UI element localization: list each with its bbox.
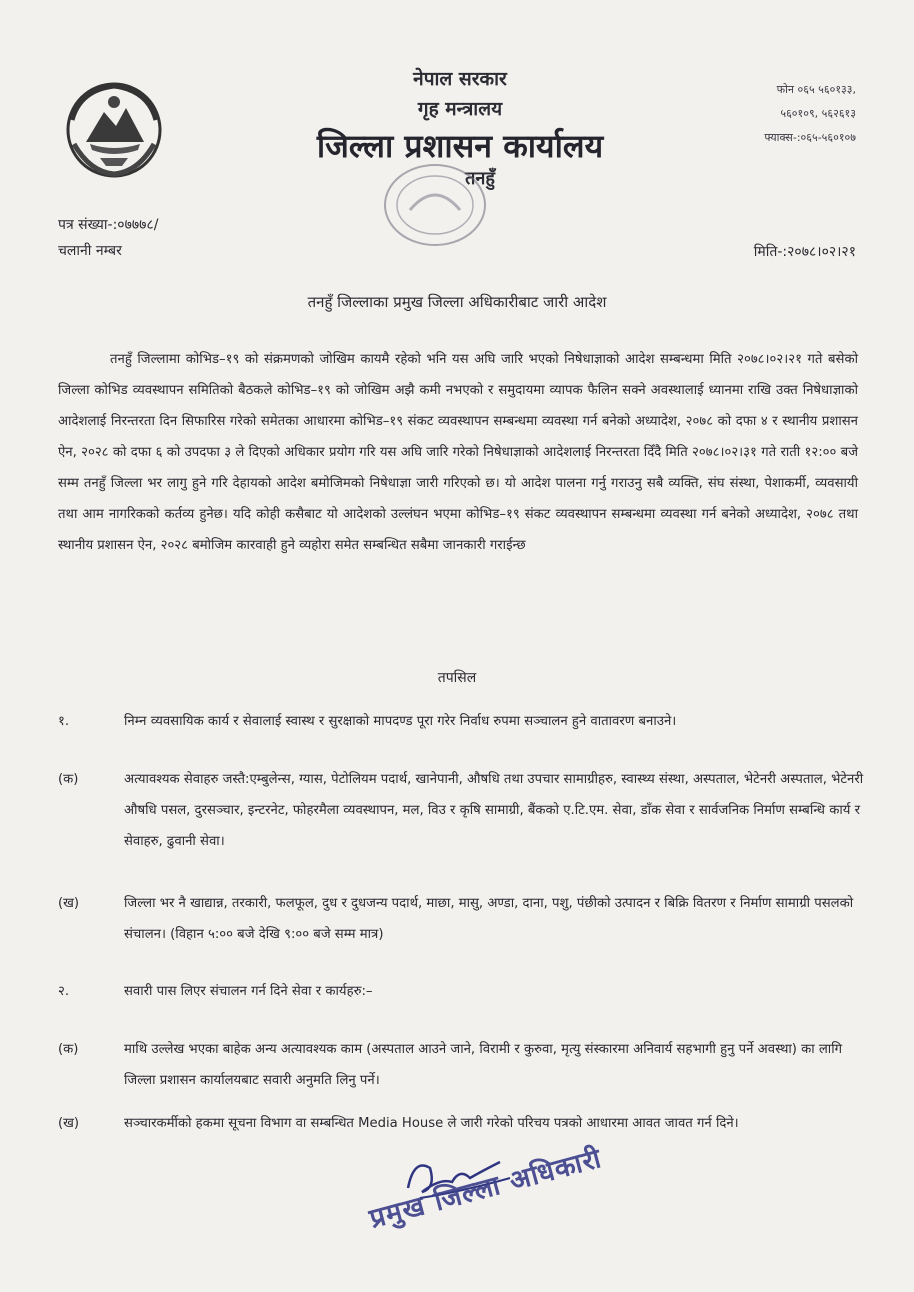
item-number: (क)	[58, 1042, 79, 1057]
item-text: सञ्चारकर्मीको हकमा सूचना विभाग वा सम्बन्धित Media House ले जारी गरेको परिचय पत्रको आधारमा आवत जावत गर्न दिने।	[124, 1116, 739, 1131]
phone-line-2: ५६०१०९, ५६२६१३	[780, 107, 856, 120]
ministry-name: गृह मन्त्रालय	[417, 98, 503, 120]
district-name: तनहुँ	[465, 168, 495, 189]
schedule-title: तपसिल	[437, 670, 477, 686]
government-name: नेपाल सरकार	[413, 68, 507, 90]
designation-stamp: प्रमुख जिल्ला अधिकारी	[366, 1143, 606, 1235]
fax-number: फ्याक्स-:०६५-५६०१०७	[764, 131, 856, 144]
item-number: (ख)	[58, 896, 80, 911]
item-number: १.	[58, 714, 70, 729]
nepal-emblem-icon	[60, 80, 168, 180]
contact-block	[764, 78, 856, 150]
item-text: माथि उल्लेख भएका बाहेक अन्य अत्यावश्यक काम (अस्पताल आउने जाने, विरामी र कुरुवा, मृत्यु संस्कारमा अनिवार्य सहभागी हुनु पर्ने अवस्था) का लागि जिल्ला प्रशासन कार्यालयबाट सवारी अनुमति लिनु पर्ने।	[124, 1042, 843, 1088]
item-text: अत्यावश्यक सेवाहरु जस्तै:एम्बुलेन्स, ग्यास, पेटोलियम पदार्थ, खानेपानी, औषधि तथा उपचार सामाग्रीहरु, स्वास्थ्य संस्था, अस्पताल, भेटेनरी अस्पताल, भेटेनरी औषधि पसल, दुरसञ्चार, इन्टरनेट, फोहरमैला व्यवस्थापन, मल, विउ र कृषि सामाग्री, बैंकको ए.टि.एम. सेवा, डाँक सेवा र सार्वजनिक निर्माण सम्बन्धि कार्य र सेवाहरु, ढुवानी सेवा।	[124, 772, 864, 849]
official-stamp-icon	[380, 160, 490, 250]
letter-number: पत्र संख्या-:०७७७८/	[58, 217, 159, 233]
dispatch-number: चलानी नम्बर	[58, 243, 122, 259]
list-item	[58, 1108, 868, 1139]
item-text: सवारी पास लिएर संचालन गर्न दिने सेवा र कार्यहरु:–	[124, 984, 373, 999]
list-item	[58, 764, 868, 857]
item-text: निम्न व्यवसायिक कार्य र सेवालाई स्वास्थ र सुरक्षाको मापदण्ड पूरा गरेर निर्वाध रुपमा सञ्चालन हुने वातावरण बनाउने।	[124, 714, 677, 729]
reference-block	[58, 212, 158, 264]
list-item	[58, 1034, 868, 1096]
letter-date: मिति-:२०७८।०२।२१	[753, 244, 856, 260]
subject-line: तनहुँ जिल्लाका प्रमुख जिल्ला अधिकारीबाट जारी आदेश	[307, 293, 607, 311]
item-number: (ख)	[58, 1116, 80, 1131]
list-item	[58, 888, 868, 950]
list-item	[58, 976, 868, 1007]
office-name: जिल्ला प्रशासन कार्यालय	[316, 127, 604, 165]
item-text: जिल्ला भर नै खाद्यान्न, तरकारी, फलफूल, दुध र दुधजन्य पदार्थ, माछा, मासु, अण्डा, दाना, पशु, पंछीको उत्पादन र बिक्रि वितरण र निर्माण सामाग्री पसलको संचालन। (विहान ५:०० बजे देखि ९:०० बजे सम्म मात्र)	[124, 896, 854, 942]
body-paragraph: तनहुँ जिल्लामा कोभिड–१९ को संक्रमणको जोखिम कायमै रहेको भनि यस अघि जारि भएको निषेधाज्ञाको आदेश सम्बन्धमा मिति २०७८।०२।२१ गते बसेको जिल्ला कोभिड व्यवस्थापन समितिको बैठकले कोभिड–१९ को जोखिम अझै कमी नभएको र समुदायमा व्यापक फैलिन सक्ने अवस्थालाई ध्यानमा राखि उक्त निषेधाज्ञाको आदेशलाई निरन्तरता दिन सिफारिस गरेको समेतका आधारमा कोभिड–१९ संकट व्यवस्थापन सम्बन्धमा व्यवस्था गर्न बनेको अध्यादेश, २०७८ को दफा ४ र स्थानीय प्रशासन ऐन, २०२८ को दफा ६ को उपदफा ३ ले दिएको अधिकार प्रयोग गरि यस अघि जारि गरेको निषेधाज्ञाको आदेशलाई निरन्तरता दिँदै मिति २०७८।०२।३१ गते राती १२:०० बजे सम्म तनहुँ जिल्ला भर लागु हुने गरि देहायको आदेश बमोजिमको निषेधाज्ञा जारी गरिएको छ। यो आदेश पालना गर्नु गराउनु सबै व्यक्ति, संघ संस्था, पेशाकर्मी, व्यवसायी तथा आम नागरिकको कर्तव्य हुनेछ। यदि कोही कसैबाट यो आदेशको उल्लंघन भएमा कोभिड–१९ संकट व्यवस्थापन सम्बन्धमा व्यवस्था गर्न बनेको अध्यादेश, २०७८ तथा स्थानीय प्रशासन ऐन, २०२८ बमोजिम कारवाही हुने व्यहोरा समेत सम्बन्धित सबैमा जानकारी गराईन्छ	[58, 352, 858, 553]
item-number: (क)	[58, 772, 79, 787]
phone-line-1: फोन ०६५ ५६०१३३,	[776, 83, 856, 96]
item-number: २.	[58, 984, 70, 999]
list-item	[58, 706, 868, 737]
